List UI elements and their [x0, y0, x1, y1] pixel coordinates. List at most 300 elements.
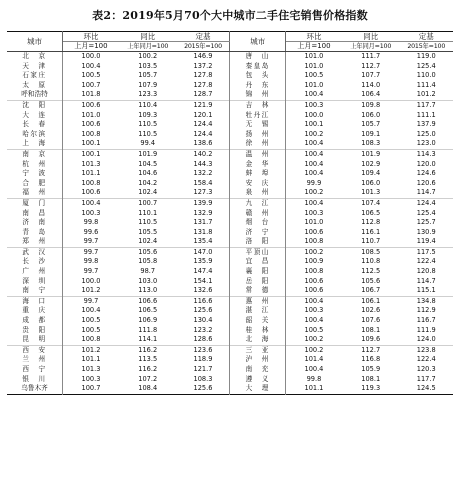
city-name-left: 青 岛: [7, 228, 62, 238]
header-yoy-sub-left: 上年同月=100: [119, 42, 177, 52]
table-row: [7, 81, 453, 91]
table-row: [7, 149, 453, 159]
city-name-right: 济 宁: [230, 228, 285, 238]
base-index-left: 135.9: [177, 257, 230, 267]
base-index-left: 147.4: [177, 267, 230, 277]
mom-index-right: 100.5: [304, 325, 324, 334]
mom-index-left: 100.1: [62, 149, 119, 159]
base-index-right: 119.0: [416, 52, 436, 60]
city-name-right: 桂 林: [230, 326, 285, 336]
city-name-left: 长 春: [7, 120, 62, 130]
yoy-index-left: 105.8: [138, 257, 158, 266]
city-name-right: 烟 台: [230, 218, 285, 228]
yoy-index-right: 106.7: [361, 286, 381, 295]
mom-index-left: 99.8: [83, 257, 99, 266]
mom-index-right: 100.6: [304, 276, 324, 285]
city-name-left: 银 川: [7, 375, 62, 385]
yoy-index-right: 106.5: [361, 208, 381, 217]
table-row: [7, 345, 453, 355]
yoy-index-right: 109.8: [342, 100, 400, 110]
yoy-index-right: 111.7: [361, 52, 381, 60]
city-name-right: 岳 阳: [230, 277, 285, 287]
mom-index-right: 99.8: [306, 374, 322, 383]
base-index-left: 124.4: [177, 130, 230, 140]
mom-index-left: 101.8: [81, 90, 101, 99]
base-index-right: 114.7: [416, 276, 436, 285]
header-mom-sub-left: 上月=100: [62, 42, 119, 52]
mom-index-left: 99.8: [83, 218, 99, 227]
table-row: [7, 62, 453, 72]
mom-index-right: 101.0: [304, 52, 324, 60]
table-row: [7, 326, 453, 336]
yoy-index-right: 119.3: [361, 384, 381, 393]
yoy-index-right: 105.7: [361, 120, 381, 129]
mom-index-left: 100.0: [81, 52, 101, 60]
city-name-left: 贵 阳: [7, 326, 62, 336]
city-name-left: 南 昌: [7, 209, 62, 219]
mom-index-left: 100.4: [62, 198, 119, 208]
mom-index-right: 100.2: [285, 247, 342, 257]
yoy-index-left: 109.3: [138, 110, 158, 119]
table-row: [7, 257, 453, 267]
mom-index-right: 100.4: [304, 169, 324, 178]
base-index-left: 123.2: [177, 326, 230, 336]
mom-index-right: 100.8: [304, 267, 324, 276]
base-index-right: 114.3: [399, 149, 453, 159]
base-index-left: 131.8: [177, 228, 230, 238]
mom-index-left: 100.5: [81, 325, 101, 334]
city-name-left: 石家庄: [7, 71, 62, 81]
mom-index-left: 101.3: [81, 365, 101, 373]
header-yoy-right: 同比: [342, 32, 400, 42]
city-name-left: 西 宁: [7, 365, 62, 375]
yoy-index-left: 99.4: [140, 139, 156, 148]
mom-index-left: 99.7: [83, 267, 99, 276]
yoy-index-left: 113.5: [138, 355, 158, 364]
table-row: [7, 316, 453, 326]
table-header: [7, 32, 453, 52]
city-name-left: 北 京: [7, 52, 62, 62]
yoy-index-left: 102.4: [138, 237, 158, 246]
mom-index-right: 100.9: [304, 257, 324, 266]
yoy-index-left: 107.2: [138, 374, 158, 383]
table-row: [7, 247, 453, 257]
mom-index-left: 101.1: [81, 169, 101, 178]
mom-index-right: 100.4: [285, 198, 342, 208]
base-index-right: 111.1: [416, 110, 436, 119]
base-index-left: 132.2: [177, 169, 230, 179]
city-name-right: 九 江: [230, 198, 285, 208]
mom-index-right: 100.1: [304, 120, 324, 129]
city-name-left: 长 沙: [7, 257, 62, 267]
table-row: [7, 160, 453, 170]
mom-index-left: 100.3: [81, 374, 101, 383]
city-name-left: 大 连: [7, 111, 62, 121]
table-body: [7, 52, 453, 395]
mom-index-left: 100.4: [81, 306, 101, 315]
mom-index-right: 100.3: [285, 100, 342, 110]
mom-index-right: 100.8: [304, 237, 324, 246]
yoy-index-right: 114.0: [361, 80, 381, 89]
base-index-right: 125.0: [416, 129, 436, 138]
base-index-right: 123.8: [399, 345, 453, 355]
yoy-index-right: 106.1: [342, 296, 400, 306]
table-row: [7, 335, 453, 345]
yoy-index-left: 105.6: [119, 247, 177, 257]
mom-index-right: 100.2: [304, 188, 324, 197]
city-name-left: 上 海: [7, 139, 62, 149]
table-row: [7, 355, 453, 365]
mom-index-left: 101.1: [81, 355, 101, 364]
city-name-left: 哈尔滨: [7, 130, 62, 140]
yoy-index-right: 108.3: [361, 139, 381, 148]
yoy-index-right: 116.1: [361, 227, 381, 236]
mom-index-left: 100.0: [81, 276, 101, 285]
mom-index-right: 100.2: [304, 129, 324, 138]
base-index-left: 128.7: [177, 90, 230, 100]
yoy-index-right: 107.7: [361, 71, 381, 80]
header-base-sub-right: 2015年=100: [399, 42, 453, 52]
yoy-index-left: 111.8: [138, 325, 158, 334]
mom-index-right: 99.9: [306, 178, 322, 187]
base-index-right: 115.1: [416, 286, 436, 295]
base-index-left: 123.6: [177, 345, 230, 355]
table-row: [7, 100, 453, 110]
city-name-left: 宁 波: [7, 169, 62, 179]
mom-index-left: 101.2: [62, 345, 119, 355]
city-name-right: 温 州: [230, 149, 285, 159]
yoy-index-right: 101.9: [342, 149, 400, 159]
yoy-index-left: 98.7: [140, 267, 156, 276]
yoy-index-right: 105.6: [361, 276, 381, 285]
mom-index-left: 100.1: [81, 139, 101, 148]
city-name-right: 南 充: [230, 365, 285, 375]
city-name-left: 沈 阳: [7, 100, 62, 110]
base-index-right: 120.6: [416, 178, 436, 187]
header-base-right: 定基: [399, 32, 453, 42]
city-name-right: 扬 州: [230, 130, 285, 140]
table-row: [7, 384, 453, 394]
base-index-right: 111.4: [416, 80, 436, 89]
base-index-left: 132.9: [177, 209, 230, 219]
city-name-left: 杭 州: [7, 160, 62, 170]
mom-index-right: 101.0: [304, 61, 324, 70]
yoy-index-left: 123.3: [138, 90, 158, 99]
base-index-left: 130.4: [177, 316, 230, 326]
base-index-right: 124.0: [416, 335, 436, 344]
mom-index-right: 100.6: [304, 286, 324, 295]
table-row: [7, 169, 453, 179]
mom-index-left: 100.7: [81, 384, 101, 393]
city-name-right: 宜 昌: [230, 257, 285, 267]
mom-index-right: 100.6: [304, 227, 324, 236]
mom-index-left: 99.7: [62, 296, 119, 306]
mom-index-right: 100.0: [304, 110, 324, 119]
yoy-index-left: 100.7: [119, 198, 177, 208]
yoy-index-right: 116.8: [361, 355, 381, 364]
mom-index-right: 100.5: [304, 71, 324, 80]
city-name-left: 天 津: [7, 62, 62, 72]
city-name-left: 南 京: [7, 149, 62, 159]
yoy-index-right: 109.6: [361, 335, 381, 344]
table-row: [7, 188, 453, 198]
yoy-index-right: 112.7: [342, 345, 400, 355]
header-mom-left: 环比: [62, 32, 119, 42]
header-mom-right: 环比: [285, 32, 342, 42]
table-row: [7, 120, 453, 130]
yoy-index-right: 106.0: [361, 110, 381, 119]
yoy-index-right: 112.7: [361, 61, 381, 70]
base-index-left: 125.6: [177, 384, 230, 394]
base-index-left: 144.3: [177, 160, 230, 170]
city-name-right: 大 理: [230, 384, 285, 394]
mom-index-left: 101.3: [81, 159, 101, 168]
table-row: [7, 296, 453, 306]
yoy-index-left: 110.4: [119, 100, 177, 110]
city-name-left: 兰 州: [7, 355, 62, 365]
base-index-right: 122.4: [416, 355, 436, 364]
city-name-right: 安 庆: [230, 179, 285, 189]
yoy-index-left: 104.5: [138, 159, 158, 168]
table-row: [7, 286, 453, 296]
base-index-left: 121.9: [177, 100, 230, 110]
city-name-right: 洛 阳: [230, 237, 285, 247]
city-name-right: 锦 州: [230, 90, 285, 100]
yoy-index-right: 108.1: [361, 325, 381, 334]
mom-index-left: 101.0: [81, 110, 101, 119]
city-name-right: 惠 州: [230, 296, 285, 306]
base-index-left: 121.7: [177, 365, 230, 375]
city-name-right: 常 德: [230, 286, 285, 296]
base-index-right: 120.8: [416, 267, 436, 276]
base-index-right: 111.9: [416, 325, 436, 334]
base-index-right: 137.9: [416, 120, 436, 129]
base-index-left: 127.8: [177, 71, 230, 81]
city-name-left: 成 都: [7, 316, 62, 326]
city-name-right: 韶 关: [230, 316, 285, 326]
base-index-right: 125.4: [416, 61, 436, 70]
base-index-right: 123.0: [416, 139, 436, 148]
header-city-right: 城市: [230, 32, 285, 52]
table-row: [7, 111, 453, 121]
city-name-left: 福 州: [7, 188, 62, 198]
yoy-index-right: 109.4: [361, 169, 381, 178]
yoy-index-left: 106.9: [138, 316, 158, 325]
base-index-right: 117.5: [399, 247, 453, 257]
base-index-left: 118.9: [177, 355, 230, 365]
base-index-left: 158.4: [177, 179, 230, 189]
yoy-index-left: 103.5: [138, 61, 158, 70]
yoy-index-left: 113.0: [138, 286, 158, 295]
mom-index-right: 100.2: [304, 335, 324, 344]
yoy-index-right: 109.1: [361, 129, 381, 138]
table-row: [7, 52, 453, 62]
mom-index-left: 101.2: [81, 286, 101, 295]
city-name-right: 泉 州: [230, 188, 285, 198]
base-index-right: 130.9: [416, 227, 436, 236]
mom-index-right: 100.3: [304, 208, 324, 217]
mom-index-right: 100.2: [285, 345, 342, 355]
city-name-right: 牡丹江: [230, 111, 285, 121]
mom-index-left: 100.8: [81, 129, 101, 138]
base-index-left: 132.6: [177, 286, 230, 296]
table-row: [7, 179, 453, 189]
city-name-right: 北 海: [230, 335, 285, 345]
city-name-right: 金 华: [230, 160, 285, 170]
city-name-right: 泸 州: [230, 355, 285, 365]
table-row: [7, 237, 453, 247]
table-row: [7, 209, 453, 219]
base-index-left: 138.6: [177, 139, 230, 149]
city-name-right: 蚌 埠: [230, 169, 285, 179]
yoy-index-right: 106.4: [361, 90, 381, 99]
table-row: [7, 130, 453, 140]
yoy-index-left: 116.2: [119, 345, 177, 355]
base-index-left: 124.4: [177, 120, 230, 130]
yoy-index-left: 105.7: [138, 71, 158, 80]
yoy-index-left: 104.2: [138, 178, 158, 187]
city-name-left: 南 宁: [7, 286, 62, 296]
base-index-right: 124.5: [416, 384, 436, 393]
table-title: 表2：2019年5月70个大中城市二手住宅销售价格指数: [92, 9, 368, 22]
base-index-right: 124.4: [399, 198, 453, 208]
table-row: [7, 365, 453, 375]
mom-index-right: 100.4: [304, 159, 324, 168]
mom-index-left: 99.7: [62, 247, 119, 257]
base-index-left: 146.9: [177, 52, 230, 62]
table-row: [7, 71, 453, 81]
mom-index-left: 100.5: [81, 71, 101, 80]
city-name-right: 包 头: [230, 71, 285, 81]
yoy-index-right: 110.7: [361, 237, 381, 246]
base-index-right: 134.8: [399, 296, 453, 306]
yoy-index-left: 104.6: [138, 169, 158, 178]
base-index-left: 147.0: [177, 247, 230, 257]
base-index-left: 127.3: [177, 188, 230, 198]
city-name-right: 三 亚: [230, 345, 285, 355]
base-index-left: 137.2: [177, 62, 230, 72]
mom-index-right: 100.3: [304, 306, 324, 315]
yoy-index-left: 107.9: [138, 80, 158, 89]
base-index-right: 120.0: [416, 159, 436, 168]
header-yoy-sub-right: 上年同月=100: [342, 42, 400, 52]
yoy-index-left: 102.4: [138, 188, 158, 197]
city-name-right: 襄 阳: [230, 267, 285, 277]
table-row: [7, 198, 453, 208]
yoy-index-left: 106.6: [119, 296, 177, 306]
table-row: [7, 306, 453, 316]
table-row: [7, 218, 453, 228]
mom-index-left: 99.7: [83, 237, 99, 246]
table-row: [7, 139, 453, 149]
header-city-left: 城市: [7, 32, 62, 52]
city-name-left: 昆 明: [7, 335, 62, 345]
city-name-right: 秦皇岛: [230, 62, 285, 72]
city-name-left: 深 圳: [7, 277, 62, 287]
mom-index-right: 101.1: [304, 384, 324, 393]
yoy-index-right: 105.9: [361, 365, 381, 373]
mom-index-right: 100.4: [304, 90, 324, 99]
yoy-index-right: 102.9: [361, 159, 381, 168]
table-row: [7, 90, 453, 100]
city-name-right: 吉 林: [230, 100, 285, 110]
yoy-index-right: 101.3: [361, 188, 381, 197]
yoy-index-right: 110.8: [361, 257, 381, 266]
yoy-index-right: 102.6: [361, 306, 381, 315]
base-index-left: 127.8: [177, 81, 230, 91]
city-name-left: 广 州: [7, 267, 62, 277]
yoy-index-right: 112.5: [361, 267, 381, 276]
yoy-index-left: 110.5: [138, 218, 158, 227]
table-row: [7, 375, 453, 385]
table-row: [7, 228, 453, 238]
base-index-left: 139.9: [177, 198, 230, 208]
mom-index-left: 100.6: [81, 120, 101, 129]
city-name-left: 厦 门: [7, 198, 62, 208]
base-index-left: 140.2: [177, 149, 230, 159]
mom-index-right: 101.4: [304, 355, 324, 364]
yoy-index-left: 108.4: [138, 384, 158, 393]
mom-index-left: 100.6: [62, 100, 119, 110]
city-name-left: 乌鲁木齐: [7, 384, 62, 394]
yoy-index-left: 116.2: [138, 365, 158, 373]
city-name-right: 赣 州: [230, 209, 285, 219]
mom-index-right: 101.0: [304, 218, 324, 227]
mom-index-right: 100.4: [285, 149, 342, 159]
city-name-right: 遵 义: [230, 375, 285, 385]
yoy-index-left: 106.5: [138, 306, 158, 315]
base-index-right: 116.7: [416, 316, 436, 325]
base-index-left: 131.7: [177, 218, 230, 228]
mom-index-left: 100.4: [81, 61, 101, 70]
city-name-left: 武 汉: [7, 247, 62, 257]
base-index-left: 108.3: [177, 375, 230, 385]
base-index-left: 128.6: [177, 335, 230, 345]
yoy-index-left: 110.5: [138, 120, 158, 129]
city-name-left: 合 肥: [7, 179, 62, 189]
header-base-left: 定基: [177, 32, 230, 42]
city-name-right: 湛 江: [230, 306, 285, 316]
city-name-left: 重 庆: [7, 306, 62, 316]
mom-index-right: 100.4: [304, 316, 324, 325]
yoy-index-left: 103.0: [138, 276, 158, 285]
mom-index-left: 100.6: [81, 188, 101, 197]
mom-index-right: 100.4: [285, 296, 342, 306]
city-name-right: 丹 东: [230, 81, 285, 91]
yoy-index-left: 105.5: [138, 227, 158, 236]
mom-index-right: 101.0: [304, 80, 324, 89]
yoy-index-right: 108.1: [361, 374, 381, 383]
mom-index-left: 99.6: [83, 227, 99, 236]
city-name-left: 太 原: [7, 81, 62, 91]
base-index-right: 119.4: [416, 237, 436, 246]
city-name-right: 徐 州: [230, 139, 285, 149]
city-name-right: 无 锡: [230, 120, 285, 130]
base-index-left: 135.4: [177, 237, 230, 247]
yoy-index-right: 108.5: [342, 247, 400, 257]
base-index-right: 117.7: [416, 374, 436, 383]
mom-index-right: 100.4: [304, 139, 324, 148]
yoy-index-right: 106.0: [361, 178, 381, 187]
mom-index-left: 100.5: [81, 316, 101, 325]
yoy-index-right: 107.4: [342, 198, 400, 208]
city-name-left: 海 口: [7, 296, 62, 306]
table-row: [7, 267, 453, 277]
yoy-index-right: 112.8: [361, 218, 381, 227]
mom-index-left: 100.8: [81, 335, 101, 344]
mom-index-left: 100.7: [81, 80, 101, 89]
yoy-index-right: 107.6: [361, 316, 381, 325]
